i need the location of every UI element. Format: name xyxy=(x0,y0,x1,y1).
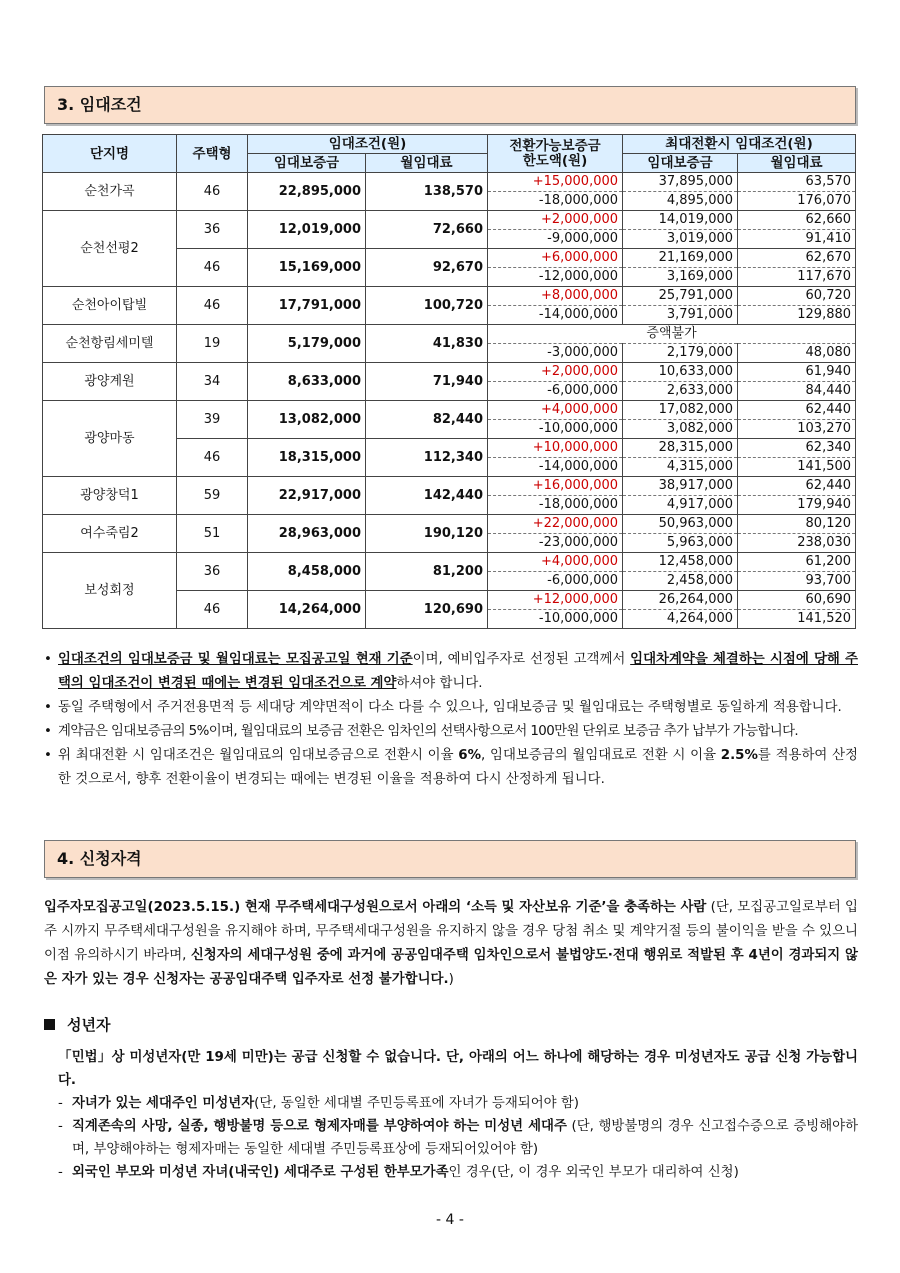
house-type-cell: 36 xyxy=(177,553,248,591)
table-row xyxy=(43,477,856,496)
min-deposit-cell: 5,963,000 xyxy=(623,534,738,553)
complex-name-cell: 보성회정 xyxy=(43,553,177,629)
item3-text: 인 경우(단, 이 경우 외국인 부모가 대리하여 신청) xyxy=(448,1165,739,1180)
min-deposit-cell: 4,264,000 xyxy=(623,610,738,629)
page-number: - 4 - xyxy=(436,1212,464,1228)
monthly-cell: 71,940 xyxy=(366,363,488,401)
note4-rate2: 2.5% xyxy=(720,748,758,763)
decrease-limit-cell: -10,000,000 xyxy=(488,420,623,439)
square-bullet-icon xyxy=(44,1019,55,1030)
monthly-cell: 112,340 xyxy=(366,439,488,477)
header-complex: 단지명 xyxy=(43,135,177,173)
header-type: 주택형 xyxy=(177,135,248,173)
max-monthly-cell: 60,690 xyxy=(738,591,856,610)
deposit-cell: 8,633,000 xyxy=(248,363,366,401)
section-3-heading: 3. 임대조건 xyxy=(44,86,856,124)
minor-section xyxy=(58,1046,858,1184)
note-item xyxy=(44,744,858,792)
max-deposit-cell: 26,264,000 xyxy=(623,591,738,610)
increase-limit-cell: +4,000,000 xyxy=(488,553,623,572)
max-deposit-cell: 10,633,000 xyxy=(623,363,738,382)
header-convertible-limit xyxy=(488,135,623,173)
no-increase-cell: 증액불가 xyxy=(488,325,856,344)
house-type-cell: 46 xyxy=(177,173,248,211)
header-max-terms: 최대전환시 임대조건(원) xyxy=(623,135,856,154)
house-type-cell: 51 xyxy=(177,515,248,553)
max-deposit-cell: 28,315,000 xyxy=(623,439,738,458)
increase-limit-cell: +16,000,000 xyxy=(488,477,623,496)
monthly-cell: 92,670 xyxy=(366,249,488,287)
deposit-cell: 12,019,000 xyxy=(248,211,366,249)
max-monthly-cell: 62,440 xyxy=(738,477,856,496)
deposit-cell: 5,179,000 xyxy=(248,325,366,363)
min-deposit-cell: 2,633,000 xyxy=(623,382,738,401)
minor-subheading xyxy=(44,1014,110,1035)
decrease-limit-cell: -3,000,000 xyxy=(488,344,623,363)
min-monthly-cell: 129,880 xyxy=(738,306,856,325)
monthly-cell: 120,690 xyxy=(366,591,488,629)
monthly-cell: 100,720 xyxy=(366,287,488,325)
decrease-limit-cell: -12,000,000 xyxy=(488,268,623,287)
note4-e: 를 적용하여 산정한 것으로서, 향후 전환이율이 변경되는 때에는 변경된 이율을 적용하여 다시 산정하게 됩니다. xyxy=(58,748,858,787)
header-convertible-line2: 한도액(원) xyxy=(522,152,588,169)
note-item xyxy=(44,696,858,720)
header-convertible-line1: 전환가능보증금 xyxy=(509,137,601,154)
increase-limit-cell: +4,000,000 xyxy=(488,401,623,420)
note4-rate1: 6% xyxy=(458,748,481,763)
decrease-limit-cell: -10,000,000 xyxy=(488,610,623,629)
list-item xyxy=(58,1115,858,1161)
decrease-limit-cell: -23,000,000 xyxy=(488,534,623,553)
minor-title: 성년자 xyxy=(67,1016,111,1034)
min-deposit-cell: 4,917,000 xyxy=(623,496,738,515)
house-type-cell: 46 xyxy=(177,439,248,477)
deposit-cell: 22,917,000 xyxy=(248,477,366,515)
table-row xyxy=(43,325,856,344)
min-monthly-cell: 141,520 xyxy=(738,610,856,629)
deposit-cell: 13,082,000 xyxy=(248,401,366,439)
min-deposit-cell: 3,791,000 xyxy=(623,306,738,325)
max-deposit-cell: 14,019,000 xyxy=(623,211,738,230)
min-monthly-cell: 238,030 xyxy=(738,534,856,553)
complex-name-cell: 광양계원 xyxy=(43,363,177,401)
max-monthly-cell: 61,200 xyxy=(738,553,856,572)
table-row xyxy=(43,211,856,230)
note1-bold: 임대조건의 임대보증금 및 월임대료는 모집공고일 현재 기준 xyxy=(58,652,413,667)
house-type-cell: 39 xyxy=(177,401,248,439)
note4-c: , 임대보증금의 월임대료로 전환 시 이율 xyxy=(481,748,721,763)
min-deposit-cell: 4,315,000 xyxy=(623,458,738,477)
min-deposit-cell: 2,458,000 xyxy=(623,572,738,591)
max-deposit-cell: 38,917,000 xyxy=(623,477,738,496)
note-item xyxy=(44,720,858,744)
house-type-cell: 36 xyxy=(177,211,248,249)
note3: 계약금은 임대보증금의 5%이며, 월임대료의 보증금 전환은 임차인의 선택사항으로서 100만원 단위로 보증금 추가 납부가 가능합니다. xyxy=(58,724,799,739)
increase-limit-cell: +12,000,000 xyxy=(488,591,623,610)
note4-a: 위 최대전환 시 임대조건은 월임대료의 임대보증금으로 전환시 이율 xyxy=(58,748,459,763)
decrease-limit-cell: -18,000,000 xyxy=(488,496,623,515)
header-max-monthly: 월임대료 xyxy=(738,154,856,173)
complex-name-cell: 여수죽림2 xyxy=(43,515,177,553)
complex-name-cell: 순천항림세미텔 xyxy=(43,325,177,363)
monthly-cell: 190,120 xyxy=(366,515,488,553)
complex-name-cell: 순천선평2 xyxy=(43,211,177,287)
increase-limit-cell: +2,000,000 xyxy=(488,363,623,382)
list-item xyxy=(58,1092,858,1115)
monthly-cell: 72,660 xyxy=(366,211,488,249)
table-row xyxy=(43,401,856,420)
note1-mid: 이며, 예비입주자로 선정된 고객께서 xyxy=(412,652,631,667)
min-monthly-cell: 117,670 xyxy=(738,268,856,287)
list-item xyxy=(58,1161,858,1184)
min-monthly-cell: 176,070 xyxy=(738,192,856,211)
max-deposit-cell: 50,963,000 xyxy=(623,515,738,534)
para-bold-a: 입주자모집공고일(2023.5.15.) 현재 무주택세대구성원으로서 아래의 ‘소득 및 자산보유 기준’을 충족하는 사람 xyxy=(44,900,707,915)
table-row xyxy=(43,287,856,306)
table-row xyxy=(43,515,856,534)
table-row xyxy=(43,553,856,572)
note1-bold2: 임대차계약을 체결하는 시점에 당해 주택의 임대조건이 변경된 때에는 변경된 임대조건으로 계약 xyxy=(58,652,858,691)
decrease-limit-cell: -18,000,000 xyxy=(488,192,623,211)
table-row xyxy=(43,363,856,382)
minor-intro-text: 「민법」상 미성년자(만 19세 미만)는 공급 신청할 수 없습니다. 단, 아래의 어느 하나에 해당하는 경우 미성년자도 공급 신청 가능합니다. xyxy=(58,1050,858,1088)
monthly-cell: 142,440 xyxy=(366,477,488,515)
note1-end: 하셔야 합니다. xyxy=(396,676,483,691)
max-deposit-cell: 17,082,000 xyxy=(623,401,738,420)
monthly-cell: 138,570 xyxy=(366,173,488,211)
increase-limit-cell: +8,000,000 xyxy=(488,287,623,306)
deposit-cell: 14,264,000 xyxy=(248,591,366,629)
min-deposit-cell: 3,169,000 xyxy=(623,268,738,287)
item3-bold: 외국인 부모와 미성년 자녀(내국인) 세대주로 구성된 한부모가족 xyxy=(72,1165,449,1180)
max-monthly-cell: 62,340 xyxy=(738,439,856,458)
complex-name-cell: 광양마동 xyxy=(43,401,177,477)
min-deposit-cell: 2,179,000 xyxy=(623,344,738,363)
max-monthly-cell: 62,670 xyxy=(738,249,856,268)
complex-name-cell: 순천아이탑빌 xyxy=(43,287,177,325)
max-deposit-cell: 37,895,000 xyxy=(623,173,738,192)
item2-bold: 직계존속의 사망, 실종, 행방불명 등으로 형제자매를 부양하여야 하는 미성년 세대주 xyxy=(72,1119,567,1134)
note-item xyxy=(44,648,858,696)
monthly-cell: 81,200 xyxy=(366,553,488,591)
max-monthly-cell: 61,940 xyxy=(738,363,856,382)
max-deposit-cell: 25,791,000 xyxy=(623,287,738,306)
header-deposit: 임대보증금 xyxy=(248,154,366,173)
decrease-limit-cell: -14,000,000 xyxy=(488,458,623,477)
rent-notes xyxy=(44,648,858,792)
max-monthly-cell: 80,120 xyxy=(738,515,856,534)
min-deposit-cell: 4,895,000 xyxy=(623,192,738,211)
decrease-limit-cell: -14,000,000 xyxy=(488,306,623,325)
monthly-cell: 82,440 xyxy=(366,401,488,439)
house-type-cell: 34 xyxy=(177,363,248,401)
complex-name-cell: 광양창덕1 xyxy=(43,477,177,515)
min-monthly-cell: 91,410 xyxy=(738,230,856,249)
house-type-cell: 46 xyxy=(177,591,248,629)
para-bold-c: 신청자의 세대구성원 중에 과거에 공공임대주택 임차인으로서 불법양도·전대 행위로 적발된 후 4년이 경과되지 않은 자가 있는 경우 신청자는 공공임대주택 입주자로 선정 불가합니다. xyxy=(44,948,858,987)
header-monthly: 월임대료 xyxy=(366,154,488,173)
rent-conditions-table xyxy=(42,134,856,629)
eligibility-paragraph xyxy=(44,896,858,992)
increase-limit-cell: +10,000,000 xyxy=(488,439,623,458)
house-type-cell: 46 xyxy=(177,287,248,325)
increase-limit-cell: +15,000,000 xyxy=(488,173,623,192)
min-monthly-cell: 179,940 xyxy=(738,496,856,515)
max-monthly-cell: 62,440 xyxy=(738,401,856,420)
max-monthly-cell: 60,720 xyxy=(738,287,856,306)
max-deposit-cell: 12,458,000 xyxy=(623,553,738,572)
para-b: (단, 모집공고일로부터 입주 시까지 무주택세대구성원을 유지해야 하며, 무주택세대구성원을 유지하지 않을 경우 당첨 취소 및 계약거절 등의 불이익을 받을 수 있으니 이점 유의하시기 바라며, xyxy=(44,900,858,963)
decrease-limit-cell: -6,000,000 xyxy=(488,382,623,401)
para-d: ) xyxy=(448,972,454,987)
item1-text: (단, 동일한 세대별 주민등록표에 자녀가 등재되어야 함) xyxy=(254,1096,579,1111)
house-type-cell: 19 xyxy=(177,325,248,363)
note2: 동일 주택형에서 주거전용면적 등 세대당 계약면적이 다소 다를 수 있으나, 임대보증금 및 월임대료는 주택형별로 동일하게 적용합니다. xyxy=(58,700,842,715)
minor-intro xyxy=(58,1046,858,1092)
deposit-cell: 17,791,000 xyxy=(248,287,366,325)
min-deposit-cell: 3,082,000 xyxy=(623,420,738,439)
header-max-deposit: 임대보증금 xyxy=(623,154,738,173)
decrease-limit-cell: -9,000,000 xyxy=(488,230,623,249)
deposit-cell: 18,315,000 xyxy=(248,439,366,477)
max-monthly-cell: 63,570 xyxy=(738,173,856,192)
deposit-cell: 28,963,000 xyxy=(248,515,366,553)
table-row xyxy=(43,173,856,192)
increase-limit-cell: +22,000,000 xyxy=(488,515,623,534)
house-type-cell: 59 xyxy=(177,477,248,515)
min-monthly-cell: 48,080 xyxy=(738,344,856,363)
min-monthly-cell: 84,440 xyxy=(738,382,856,401)
item1-bold: 자녀가 있는 세대주인 미성년자 xyxy=(72,1096,255,1111)
header-rent-terms: 임대조건(원) xyxy=(248,135,488,154)
deposit-cell: 15,169,000 xyxy=(248,249,366,287)
section-4-heading: 4. 신청자격 xyxy=(44,840,856,878)
increase-limit-cell: +6,000,000 xyxy=(488,249,623,268)
min-monthly-cell: 93,700 xyxy=(738,572,856,591)
house-type-cell: 46 xyxy=(177,249,248,287)
complex-name-cell: 순천가곡 xyxy=(43,173,177,211)
deposit-cell: 22,895,000 xyxy=(248,173,366,211)
min-deposit-cell: 3,019,000 xyxy=(623,230,738,249)
max-monthly-cell: 62,660 xyxy=(738,211,856,230)
min-monthly-cell: 141,500 xyxy=(738,458,856,477)
max-deposit-cell: 21,169,000 xyxy=(623,249,738,268)
decrease-limit-cell: -6,000,000 xyxy=(488,572,623,591)
deposit-cell: 8,458,000 xyxy=(248,553,366,591)
item2-text: (단, 행방불명의 경우 신고접수증으로 증빙해야하며, 부양해야하는 형제자매는 동일한 세대별 주민등록표상에 등재되어있어야 함) xyxy=(72,1119,858,1157)
monthly-cell: 41,830 xyxy=(366,325,488,363)
increase-limit-cell: +2,000,000 xyxy=(488,211,623,230)
min-monthly-cell: 103,270 xyxy=(738,420,856,439)
